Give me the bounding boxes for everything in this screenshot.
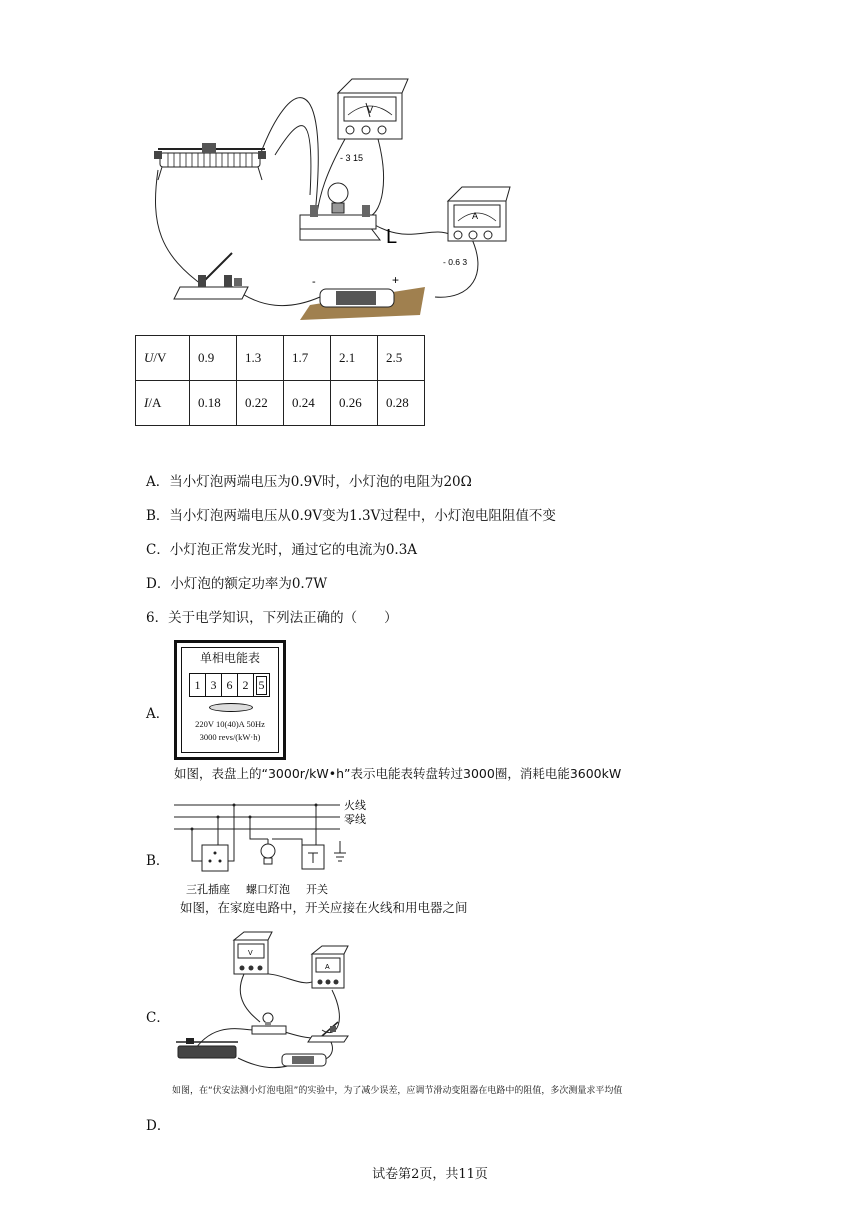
bulb-label: 螺口灯泡 [246, 884, 290, 896]
q6-option-d-label: D． [146, 1118, 171, 1134]
table-cell: 0.9 [190, 336, 237, 381]
q5-option-b: B．当小灯泡两端电压从0.9V变为1.3V过程中，小灯泡电阻阻值不变 [146, 508, 556, 524]
meter-digit: 3 [206, 674, 222, 696]
table-cell: 0.28 [378, 381, 425, 426]
battery-minus: - [312, 276, 316, 288]
table-cell: 0.18 [190, 381, 237, 426]
knife-switch [174, 253, 248, 299]
table-cell: 2.1 [331, 336, 378, 381]
table-cell: 0.24 [284, 381, 331, 426]
table-cell: 0.22 [237, 381, 284, 426]
meter-digit: 1 [190, 674, 206, 696]
q6-option-c-label: C． [146, 1010, 170, 1026]
battery-plus: + [392, 273, 400, 287]
c-battery [282, 1054, 326, 1066]
table-header-voltage: U/V [136, 336, 190, 381]
lamp-label-L: L [386, 226, 398, 248]
c-ammeter-letter: A [325, 964, 330, 971]
table-cell: 1.7 [284, 336, 331, 381]
table-cell: 0.26 [331, 381, 378, 426]
voltammetry-circuit [172, 930, 362, 1080]
voltmeter-letter: V [367, 105, 374, 115]
measurement-table [135, 335, 425, 426]
meter-digit: 2 [238, 674, 254, 696]
q6-stem: 6．关于电学知识，下列法正确的（ ） [146, 610, 398, 626]
c-voltmeter [234, 932, 272, 974]
ammeter-terminal-labels: - 0.6 3 [443, 257, 468, 267]
meter-title: 单相电能表 [199, 651, 260, 665]
voltmeter-terminal-labels: - 3 15 [340, 153, 364, 163]
table-row-current [136, 381, 425, 426]
q6-option-b-caption: 如图，在家庭电路中，开关应接在火线和用电器之间 [180, 900, 468, 915]
q5-option-d: D．小灯泡的额定功率为0.7W [146, 576, 328, 592]
ammeter-letter: A [472, 211, 479, 221]
table-row-voltage [136, 336, 425, 381]
rheostat [154, 143, 266, 180]
q5-option-a: A．当小灯泡两端电压为0.9V时，小灯泡的电阻为20Ω [146, 474, 472, 490]
c-ammeter [312, 946, 348, 988]
socket-label: 三孔插座 [186, 884, 230, 896]
c-voltmeter-letter: V [248, 950, 253, 957]
live-wire-label: 火线 [344, 800, 366, 812]
q6-option-a-label: A． [146, 706, 170, 722]
c-switch [308, 1022, 348, 1042]
table-header-current: I/A [136, 381, 190, 426]
meter-digit: 6 [222, 674, 238, 696]
q5-option-c: C．小灯泡正常发光时，通过它的电流为0.3A [146, 542, 418, 558]
circuit-figure [140, 75, 540, 325]
neutral-wire-label: 零线 [344, 814, 366, 826]
switch-label: 开关 [306, 884, 328, 896]
voltmeter [338, 79, 408, 163]
table-cell: 1.3 [237, 336, 284, 381]
household-circuit [172, 795, 382, 905]
q6-option-a-caption: 如图，表盘上的“3000r/kW•h”表示电能表转盘转过3000圈，消耗电能3600kW [174, 766, 622, 781]
page-footer: 试卷第2页，共11页 [372, 1167, 488, 1182]
socket-icon [202, 845, 228, 871]
energy-meter [174, 640, 286, 760]
q6-option-c-caption: 如图，在“伏安法测小灯泡电阻”的实验中，为了减少误差，应调节滑动变阻器在电路中的阻值，多次测量求平均值 [172, 1086, 623, 1096]
bulb-icon [261, 844, 275, 858]
meter-spec-line2: 3000 revs/(kW·h) [199, 732, 261, 742]
q6-option-b-label: B． [146, 853, 170, 869]
meter-rotor-disc [209, 703, 253, 712]
table-cell: 2.5 [378, 336, 425, 381]
c-rheostat [176, 1038, 238, 1058]
battery [300, 273, 425, 320]
meter-spec-line1: 220V 10(40)A 50Hz [195, 719, 265, 729]
meter-digit: 5 [256, 676, 267, 695]
ammeter [443, 187, 510, 267]
c-lamp [252, 1013, 286, 1034]
meter-digits [189, 673, 270, 697]
